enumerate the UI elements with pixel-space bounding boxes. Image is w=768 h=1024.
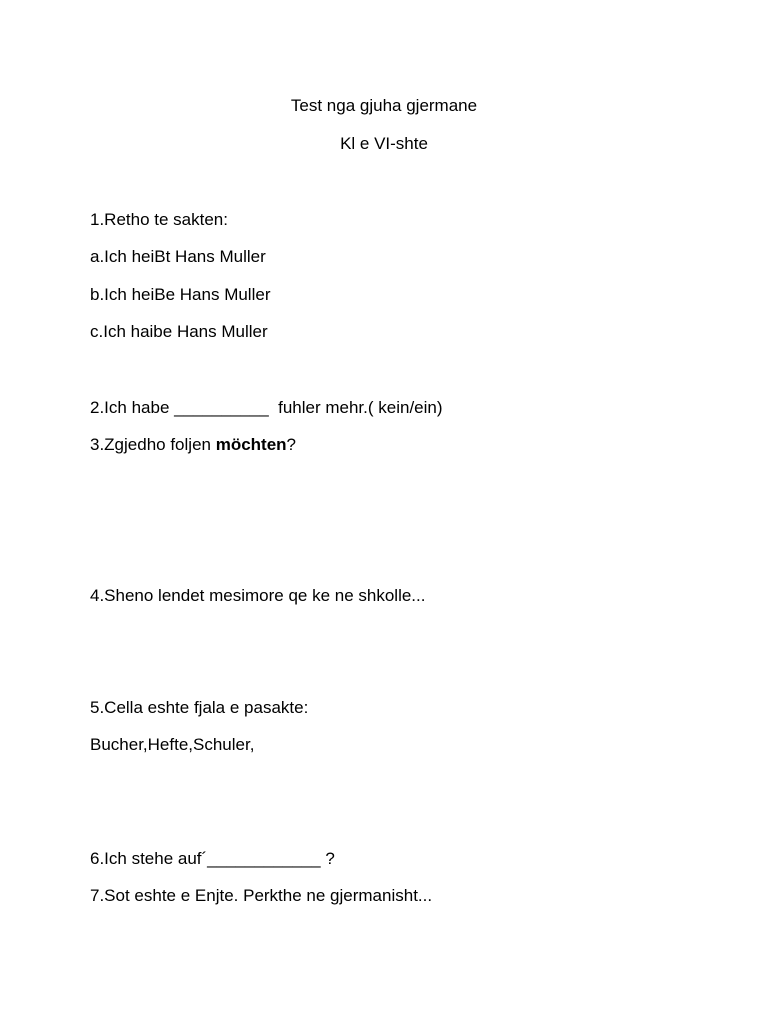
- question-5-words: Bucher,Hefte,Schuler,: [90, 735, 255, 754]
- question-1-option-a: a.Ich heiBt Hans Muller: [90, 247, 266, 266]
- question-1-prompt: 1.Retho te sakten:: [90, 210, 228, 229]
- question-3-suffix: ?: [286, 435, 297, 454]
- question-3-prefix: 3.Zgjedho foljen: [90, 435, 216, 454]
- question-6: 6.Ich stehe auf´____________ ?: [90, 849, 335, 868]
- question-3: [90, 435, 296, 455]
- page-subtitle: Kl e VI-shte: [340, 134, 428, 153]
- question-7: 7.Sot eshte e Enjte. Perkthe ne gjermanisht...: [90, 886, 433, 905]
- page-title: Test nga gjuha gjermane: [290, 96, 478, 115]
- question-1-option-b: b.Ich heiBe Hans Muller: [90, 285, 271, 304]
- question-5-prompt: 5.Cella eshte fjala e pasakte:: [90, 698, 309, 717]
- question-1-option-c: c.Ich haibe Hans Muller: [90, 322, 268, 341]
- question-2: 2.Ich habe __________ fuhler mehr.( kein/ein): [90, 398, 443, 417]
- question-4: 4.Sheno lendet mesimore qe ke ne shkolle...: [90, 586, 426, 605]
- question-3-verb: möchten: [215, 435, 287, 454]
